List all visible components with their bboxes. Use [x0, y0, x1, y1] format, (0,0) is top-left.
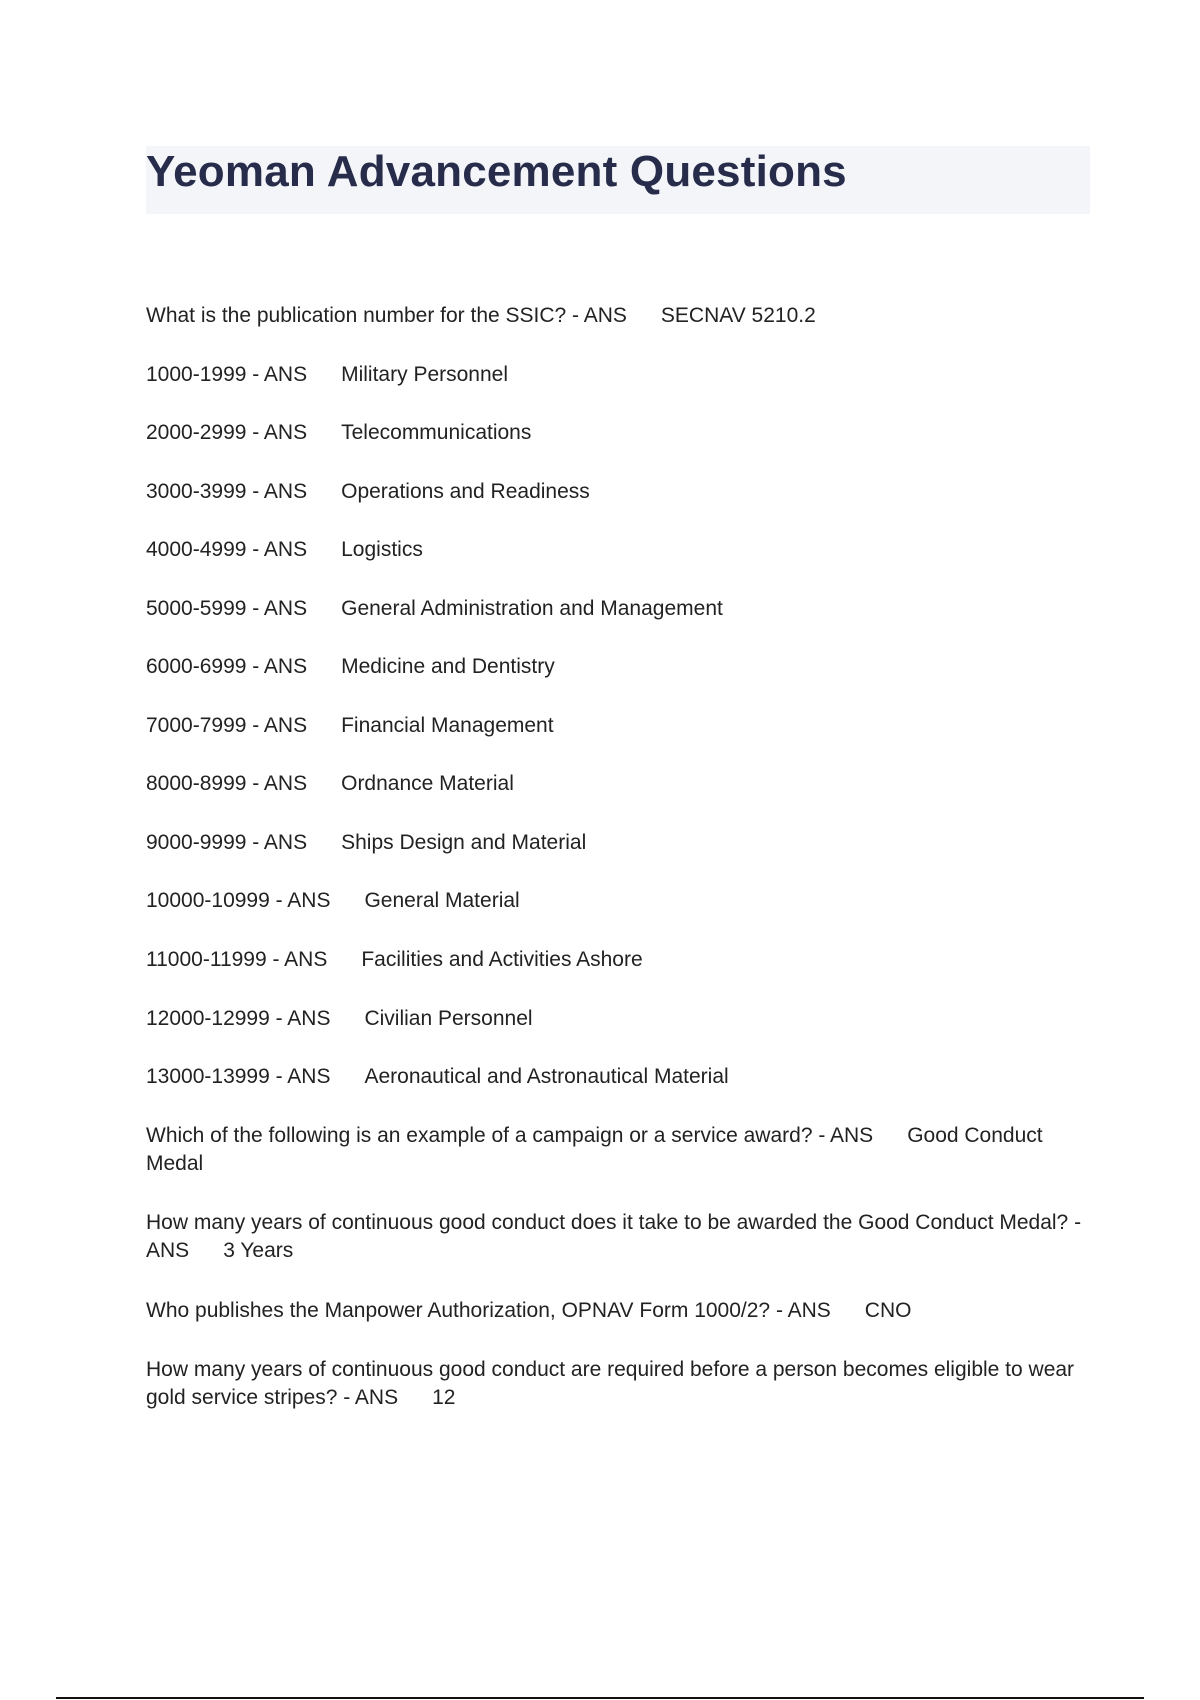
qa-item	[146, 1297, 1086, 1325]
qa-item	[146, 1209, 1086, 1265]
question-text: 6000-6999 - ANS	[146, 655, 308, 678]
answer-text: 12	[432, 1386, 456, 1409]
qa-item	[146, 1063, 1086, 1091]
question-text: What is the publication number for the SSIC? - ANS	[146, 304, 627, 327]
question-text: 1000-1999 - ANS	[146, 363, 308, 386]
answer-text: Medicine and Dentistry	[341, 655, 555, 678]
question-text: 11000-11999 - ANS	[146, 948, 328, 971]
qa-item	[146, 829, 1086, 857]
page-bottom-rule	[56, 1697, 1144, 1699]
question-text: 9000-9999 - ANS	[146, 831, 308, 854]
question-text: 10000-10999 - ANS	[146, 889, 331, 912]
qa-item	[146, 1005, 1086, 1033]
answer-text: CNO	[864, 1299, 912, 1322]
answer-text: Financial Management	[341, 714, 554, 737]
question-text: 12000-12999 - ANS	[146, 1007, 331, 1030]
question-text: 3000-3999 - ANS	[146, 480, 308, 503]
qa-item	[146, 419, 1086, 447]
answer-text: Telecommunications	[341, 421, 532, 444]
qa-item	[146, 653, 1086, 681]
qa-item	[146, 536, 1086, 564]
question-text: Who publishes the Manpower Authorization, OPNAV Form 1000/2? - ANS	[146, 1299, 831, 1322]
qa-item	[146, 1356, 1086, 1412]
answer-text: 3 Years	[223, 1239, 294, 1262]
question-text: How many years of continuous good conduct are required before a person becomes eligible to wear gold service stripes? - ANS	[146, 1358, 1075, 1409]
answer-text: Aeronautical and Astronautical Material	[364, 1065, 729, 1088]
qa-item	[146, 712, 1086, 740]
answer-text: Ordnance Material	[341, 772, 514, 795]
qa-item	[146, 1122, 1086, 1178]
question-text: 5000-5999 - ANS	[146, 597, 308, 620]
question-text: 8000-8999 - ANS	[146, 772, 308, 795]
qa-item	[146, 595, 1086, 623]
question-text: Which of the following is an example of a campaign or a service award? - ANS	[146, 1124, 874, 1147]
answer-text: General Administration and Management	[341, 597, 723, 620]
qa-item	[146, 770, 1086, 798]
question-text: 13000-13999 - ANS	[146, 1065, 331, 1088]
qa-item	[146, 302, 1086, 330]
answer-text: Ships Design and Material	[341, 831, 587, 854]
answer-text: Good Conduct Medal	[146, 1124, 1043, 1175]
qa-item	[146, 946, 1086, 974]
question-text: 2000-2999 - ANS	[146, 421, 308, 444]
answer-text: Civilian Personnel	[364, 1007, 533, 1030]
answer-text: Military Personnel	[341, 363, 509, 386]
document-title: Yeoman Advancement Questions	[146, 147, 847, 196]
answer-text: Facilities and Activities Ashore	[361, 948, 643, 971]
question-text: How many years of continuous good conduct does it take to be awarded the Good Conduct Medal? - ANS	[146, 1211, 1082, 1262]
qa-item	[146, 887, 1086, 915]
answer-text: General Material	[364, 889, 520, 912]
qa-item	[146, 478, 1086, 506]
qa-item	[146, 361, 1086, 389]
answer-text: Operations and Readiness	[341, 480, 590, 503]
question-text: 7000-7999 - ANS	[146, 714, 308, 737]
answer-text: SECNAV 5210.2	[660, 304, 816, 327]
answer-text: Logistics	[341, 538, 423, 561]
question-text: 4000-4999 - ANS	[146, 538, 308, 561]
